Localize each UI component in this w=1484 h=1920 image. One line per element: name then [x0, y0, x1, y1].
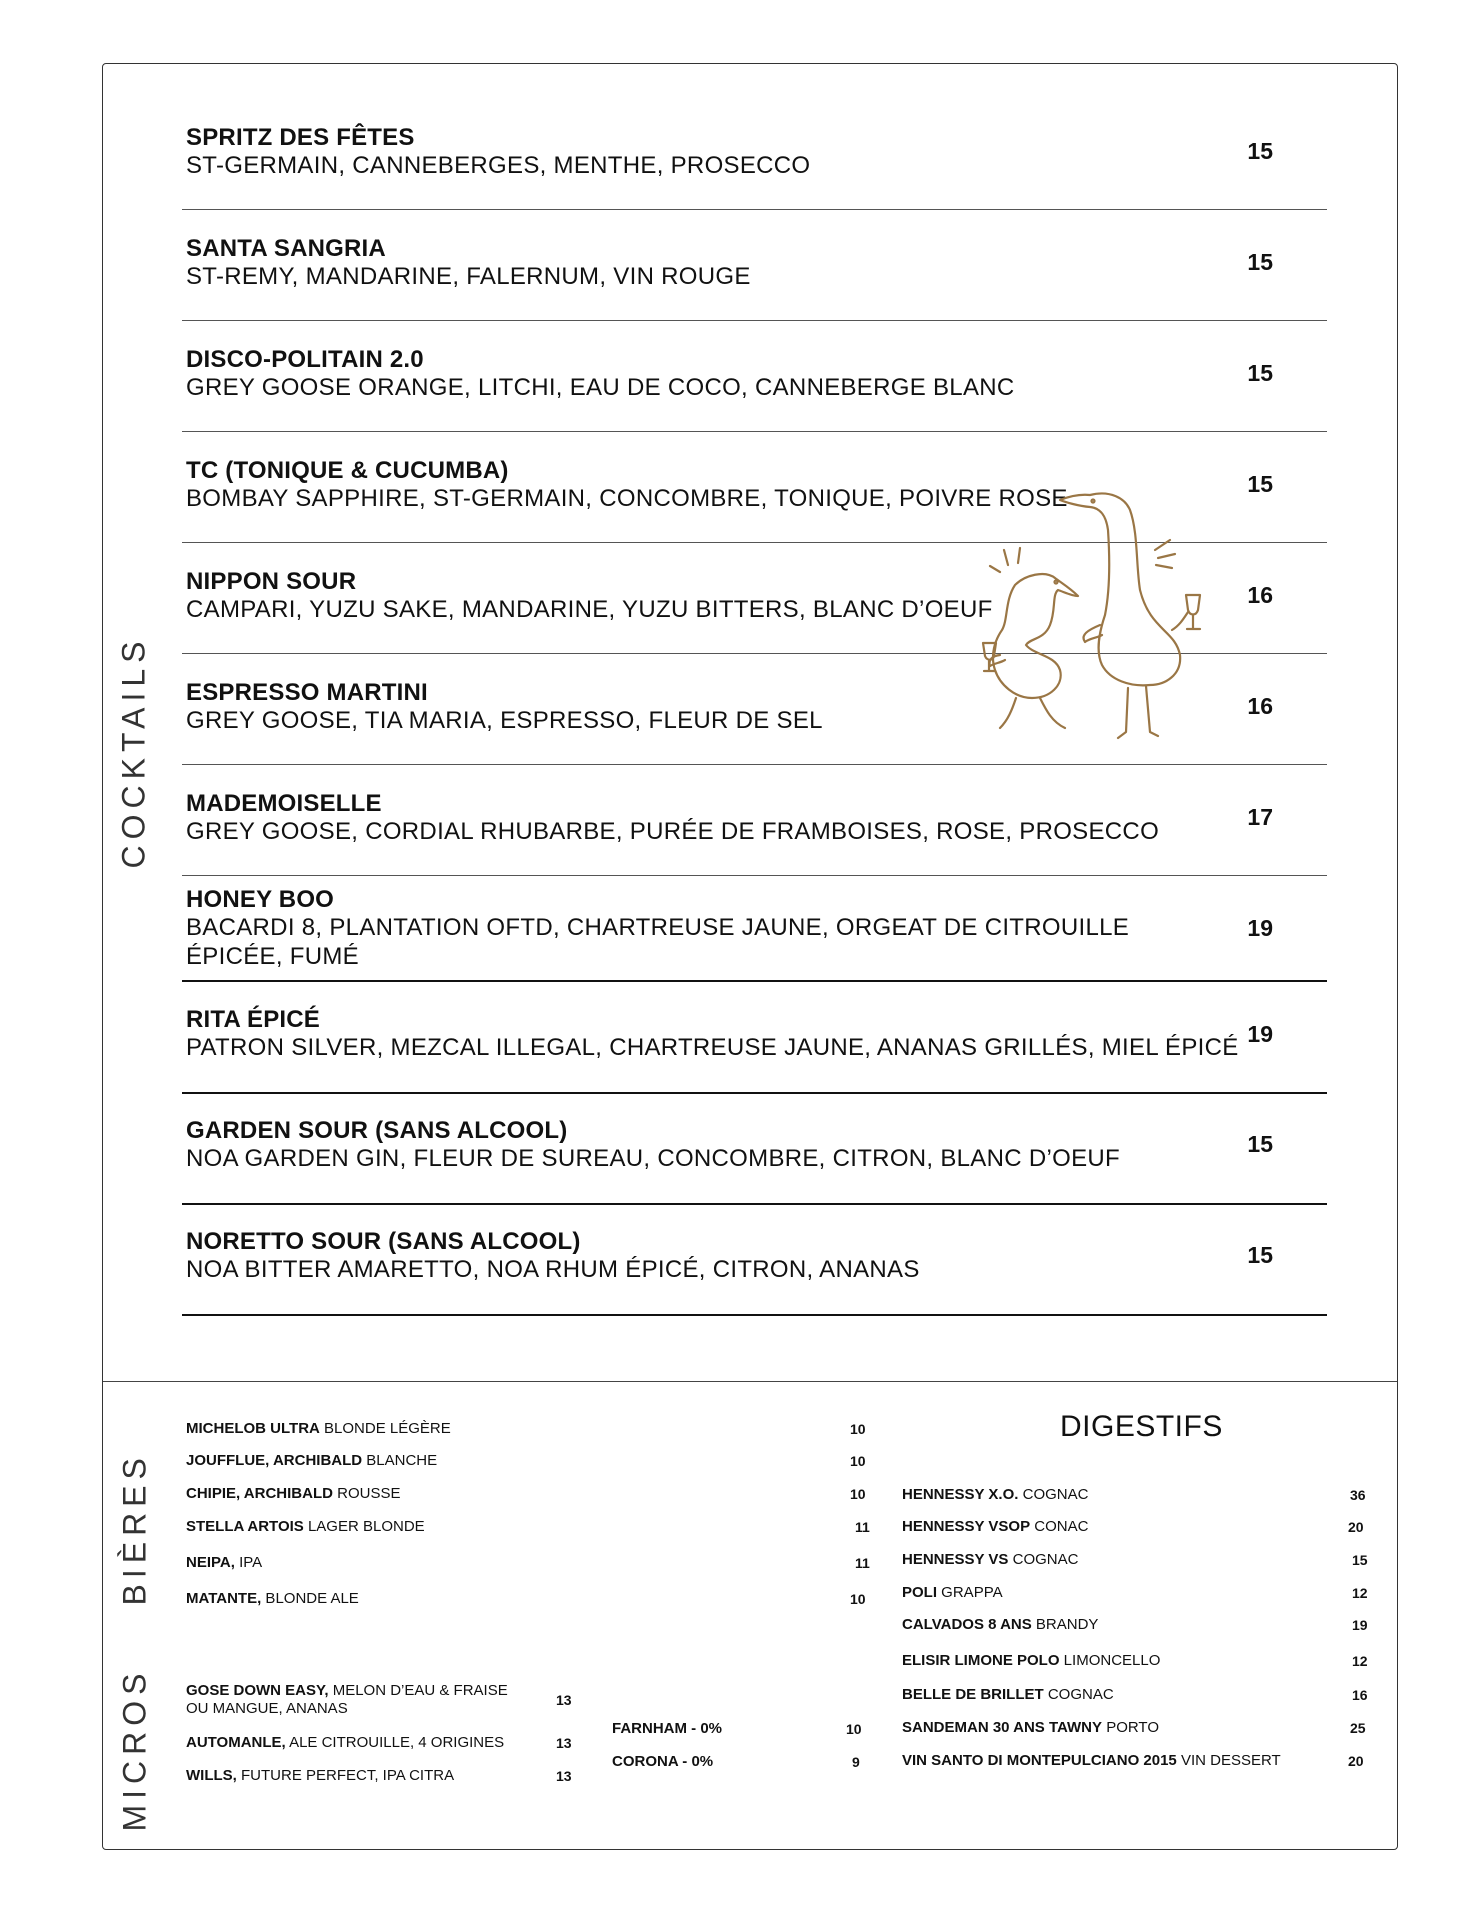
digestif-item: [902, 1686, 1114, 1703]
digestif-price: 12: [1352, 1585, 1368, 1601]
digestif-name: BELLE DE BRILLET: [902, 1686, 1044, 1703]
cocktail-desc: CAMPARI, YUZU SAKE, MANDARINE, YUZU BITTERS, BLANC D’OEUF: [186, 596, 993, 623]
geese-illustration: [960, 470, 1240, 755]
digestif-price: 15: [1352, 1552, 1368, 1568]
digestif-item: [902, 1752, 1281, 1769]
digestif-item: [902, 1486, 1088, 1503]
digestif-name: HENNESSY X.O.: [902, 1486, 1019, 1503]
divider: [182, 431, 1327, 432]
divider: [182, 1203, 1327, 1205]
micro-name: GOSE DOWN EASY,: [186, 1682, 329, 1699]
digestif-price: 20: [1348, 1519, 1364, 1535]
digestif-price: 20: [1348, 1753, 1364, 1769]
biere-item: [186, 1420, 451, 1437]
digestif-desc: CONAC: [1030, 1518, 1089, 1535]
cocktail-price: 15: [1247, 1131, 1273, 1157]
micro-name: WILLS,: [186, 1767, 237, 1784]
digestif-item: [902, 1652, 1160, 1669]
sans-alcool-price: 9: [852, 1754, 860, 1770]
biere-name: JOUFFLUE, ARCHIBALD: [186, 1452, 363, 1469]
cocktail-price: 15: [1247, 360, 1273, 386]
cocktail-name: TC (TONIQUE & CUCUMBA): [186, 457, 509, 484]
cocktail-name: NORETTO SOUR (SANS ALCOOL): [186, 1228, 581, 1255]
divider: [182, 1092, 1327, 1094]
digestif-desc: COGNAC: [1018, 1486, 1089, 1503]
biere-item: [186, 1554, 262, 1571]
biere-name: CHIPIE, ARCHIBALD: [186, 1485, 333, 1502]
section-label-bieres: BIÈRES: [116, 1452, 153, 1606]
cocktail-name: NIPPON SOUR: [186, 568, 357, 595]
micro-item: [186, 1682, 508, 1699]
cocktail-desc: NOA GARDEN GIN, FLEUR DE SUREAU, CONCOMBRE, CITRON, BLANC D’OEUF: [186, 1145, 1120, 1172]
digestif-desc: PORTO: [1102, 1719, 1159, 1736]
digestif-desc: LIMONCELLO: [1059, 1652, 1161, 1669]
digestif-price: 12: [1352, 1653, 1368, 1669]
digestif-price: 25: [1350, 1720, 1366, 1736]
cocktail-price: 15: [1247, 471, 1273, 497]
biere-desc: BLONDE LÉGÈRE: [319, 1420, 451, 1437]
digestif-item: [902, 1551, 1078, 1568]
cocktail-name: ESPRESSO MARTINI: [186, 679, 428, 706]
sans-alcool-item: [612, 1720, 722, 1737]
sans-alcool-name: CORONA - 0%: [612, 1753, 714, 1770]
digestif-price: 16: [1352, 1687, 1368, 1703]
biere-desc: ROUSSE: [332, 1485, 401, 1502]
digestif-name: SANDEMAN 30 ANS TAWNY: [902, 1719, 1103, 1736]
cocktail-name: RITA ÉPICÉ: [186, 1006, 321, 1033]
section-label-cocktails: COCKTAILS: [115, 635, 152, 869]
biere-price: 10: [850, 1591, 866, 1607]
cocktail-name: HONEY BOO: [186, 886, 335, 913]
cocktail-price: 19: [1247, 1021, 1273, 1047]
divider: [182, 875, 1327, 876]
biere-desc: BLONDE ALE: [261, 1590, 359, 1607]
sans-alcool-name: FARNHAM - 0%: [612, 1720, 723, 1737]
biere-price: 11: [855, 1519, 870, 1535]
digestif-price: 36: [1350, 1487, 1366, 1503]
cocktail-desc: GREY GOOSE ORANGE, LITCHI, EAU DE COCO, CANNEBERGE BLANC: [186, 374, 1015, 401]
biere-price: 10: [850, 1421, 866, 1437]
cocktail-name: GARDEN SOUR (SANS ALCOOL): [186, 1117, 568, 1144]
biere-price: 11: [855, 1555, 870, 1571]
cocktail-price: 17: [1247, 804, 1273, 830]
biere-desc: IPA: [234, 1554, 263, 1571]
divider: [182, 764, 1327, 765]
cocktail-name: DISCO-POLITAIN 2.0: [186, 346, 424, 373]
digestif-name: VIN SANTO DI MONTEPULCIANO 2015: [902, 1752, 1177, 1769]
sans-alcool-price: 10: [846, 1721, 862, 1737]
micro-item: [186, 1767, 454, 1784]
micro-desc: MELON D’EAU & FRAISE: [328, 1682, 508, 1699]
biere-name: NEIPA,: [186, 1554, 235, 1571]
cocktail-price: 15: [1247, 249, 1273, 275]
cocktail-name: SANTA SANGRIA: [186, 235, 386, 262]
digestif-name: ELISIR LIMONE POLO: [902, 1652, 1060, 1669]
cocktail-desc: GREY GOOSE, CORDIAL RHUBARBE, PURÉE DE FRAMBOISES, ROSE, PROSECCO: [186, 818, 1160, 845]
cocktail-name: MADEMOISELLE: [186, 790, 382, 817]
section-label-micros: MICROS: [116, 1667, 153, 1832]
micro-item-desc2: OU MANGUE, ANANAS: [186, 1700, 348, 1717]
digestif-desc: BRANDY: [1031, 1616, 1099, 1633]
cocktail-desc: NOA BITTER AMARETTO, NOA RHUM ÉPICÉ, CITRON, ANANAS: [186, 1256, 920, 1283]
cocktail-desc: ST-GERMAIN, CANNEBERGES, MENTHE, PROSECCO: [186, 152, 811, 179]
cocktail-desc: BOMBAY SAPPHIRE, ST-GERMAIN, CONCOMBRE, TONIQUE, POIVRE ROSE: [186, 485, 1068, 512]
digestif-name: HENNESSY VS: [902, 1551, 1009, 1568]
digestif-item: [902, 1518, 1088, 1535]
digestif-desc: GRAPPA: [937, 1584, 1003, 1601]
micro-name: AUTOMANLE,: [186, 1734, 286, 1751]
section-divider: [103, 1381, 1397, 1382]
cocktail-desc: BACARDI 8, PLANTATION OFTD, CHARTREUSE JAUNE, ORGEAT DE CITROUILLE ÉPICÉE, FUMÉ: [186, 914, 1130, 970]
biere-item: [186, 1485, 400, 1502]
digestif-name: POLI: [902, 1584, 938, 1601]
cocktail-desc: PATRON SILVER, MEZCAL ILLEGAL, CHARTREUSE JAUNE, ANANAS GRILLÉS, MIEL ÉPICÉ: [186, 1034, 1239, 1061]
sans-alcool-item: [612, 1753, 713, 1770]
digestif-desc: COGNAC: [1008, 1551, 1079, 1568]
micro-price: 13: [556, 1692, 572, 1708]
divider: [182, 1314, 1327, 1316]
cocktail-name: SPRITZ DES FÊTES: [186, 124, 415, 151]
biere-price: 10: [850, 1453, 866, 1469]
micro-desc: ALE CITROUILLE, 4 ORIGINES: [285, 1734, 505, 1751]
digestif-item: [902, 1616, 1098, 1633]
cocktail-desc: ST-REMY, MANDARINE, FALERNUM, VIN ROUGE: [186, 263, 751, 290]
digestif-name: CALVADOS 8 ANS: [902, 1616, 1032, 1633]
biere-name: STELLA ARTOIS: [186, 1518, 304, 1535]
micro-desc: FUTURE PERFECT,: [236, 1767, 379, 1784]
micro-item: [186, 1734, 504, 1751]
biere-item: [186, 1590, 359, 1607]
cocktail-price: 15: [1247, 1242, 1273, 1268]
micro-price: 13: [556, 1735, 572, 1751]
digestif-desc: COGNAC: [1043, 1686, 1114, 1703]
digestif-desc: VIN DESSERT: [1176, 1752, 1281, 1769]
biere-name: MICHELOB ULTRA: [186, 1420, 320, 1437]
cocktail-price: 15: [1247, 138, 1273, 164]
divider: [182, 209, 1327, 210]
biere-name: MATANTE,: [186, 1590, 262, 1607]
digestif-name: HENNESSY VSOP: [902, 1518, 1031, 1535]
cocktail-price: 19: [1247, 915, 1273, 941]
cocktail-price: 16: [1247, 582, 1273, 608]
cocktail-desc: GREY GOOSE, TIA MARIA, ESPRESSO, FLEUR DE SEL: [186, 707, 823, 734]
divider: [182, 320, 1327, 321]
cocktail-price: 16: [1247, 693, 1273, 719]
digestif-item: [902, 1584, 1003, 1601]
micro-price: 13: [556, 1768, 572, 1784]
divider: [182, 980, 1327, 982]
biere-item: [186, 1518, 425, 1535]
digestif-price: 19: [1352, 1617, 1368, 1633]
biere-desc: LAGER BLONDE: [303, 1518, 425, 1535]
micro-desc-bold: IPA CITRA: [378, 1767, 455, 1784]
digestif-item: [902, 1719, 1159, 1736]
biere-price: 10: [850, 1486, 866, 1502]
digestifs-title: DIGESTIFS: [1060, 1410, 1223, 1443]
biere-item: [186, 1452, 437, 1469]
biere-desc: BLANCHE: [362, 1452, 438, 1469]
